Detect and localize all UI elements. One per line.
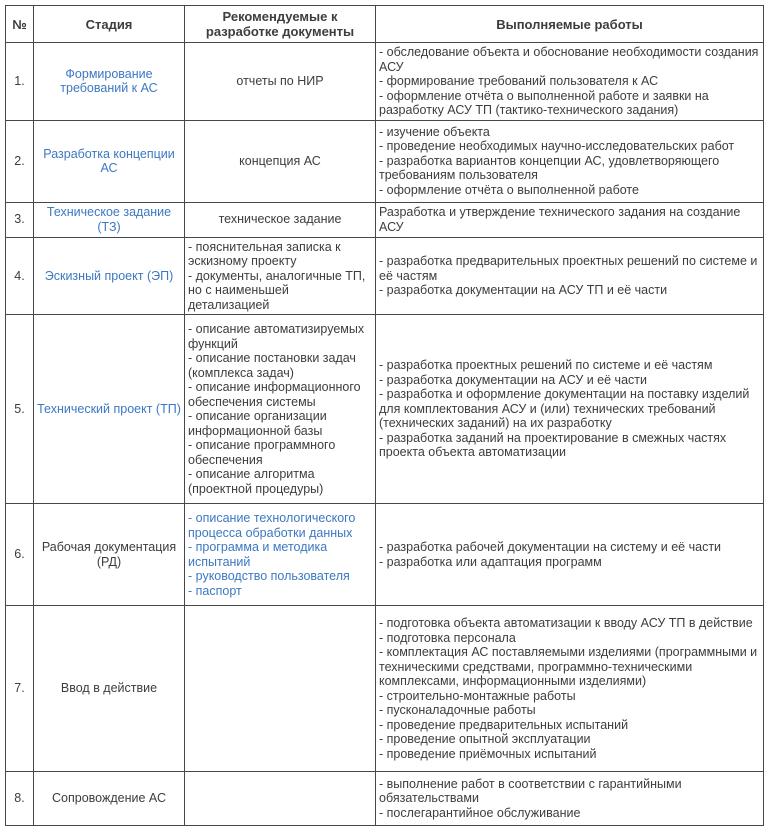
- work-item: - формирование требований пользователя к АС: [379, 74, 659, 88]
- doc-item: концепция АС: [239, 153, 321, 168]
- stage-link[interactable]: Технический проект (ТП): [34, 315, 185, 504]
- doc-item: - документы, аналогичные ТП, но с наименьшей детализацией: [188, 268, 366, 312]
- table-row: [6, 202, 764, 237]
- work-item: - проведение необходимых научно-исследовательских работ: [379, 139, 735, 154]
- table-row: [6, 504, 764, 606]
- doc-item: - описание организации информационной базы: [188, 409, 327, 438]
- work-item: - разработка предварительных проектных решений по системе и её частям: [379, 254, 758, 283]
- works-cell: [376, 606, 764, 772]
- table-row: [6, 606, 764, 772]
- row-number: 5.: [6, 315, 34, 504]
- stage-link[interactable]: Эскизный проект (ЭП): [34, 237, 185, 315]
- work-item: - разработка документации на АСУ и её части: [379, 372, 647, 387]
- work-item: - разработка и оформление документации на поставку изделий для комплектования АСУ и (или) технических требований (технических заданий) на их разработку: [379, 387, 750, 431]
- stages-table: [5, 5, 764, 826]
- work-item: - подготовка персонала: [379, 630, 516, 645]
- header-stage: Стадия: [34, 6, 185, 43]
- doc-item: техническое задание: [218, 212, 342, 227]
- header-works: Выполняемые работы: [376, 6, 764, 43]
- work-item: - разработка заданий на проектирование в смежных частях проекта объекта автоматизации: [379, 430, 727, 460]
- header-docs: Рекомендуемые к разработке документы: [185, 6, 376, 43]
- doc-item: - описание информационного обеспечения системы: [188, 380, 361, 409]
- doc-link[interactable]: - программа и методика испытаний: [188, 540, 328, 569]
- stage-label: Сопровождение АС: [34, 772, 185, 826]
- work-item: - разработка проектных решений по системе и её частям: [379, 358, 713, 373]
- table-header: [6, 6, 764, 43]
- works-cell: [376, 237, 764, 315]
- doc-item: отчеты по НИР: [236, 74, 324, 88]
- work-item: - проведение опытной эксплуатации: [379, 732, 591, 746]
- table-body: [6, 43, 764, 826]
- stage-link[interactable]: Техническое задание (ТЗ): [34, 202, 185, 237]
- works-cell: [376, 315, 764, 504]
- stage-label: Рабочая документация (РД): [34, 504, 185, 606]
- row-number: 7.: [6, 606, 34, 772]
- works-cell: [376, 43, 764, 121]
- doc-item: - описание алгоритма (проектной процедуры): [188, 467, 324, 496]
- doc-item: - описание автоматизируемых функций: [188, 322, 365, 351]
- work-item: - разработка документации на АСУ ТП и её части: [379, 283, 668, 297]
- docs-cell: [185, 504, 376, 606]
- works-cell: [376, 504, 764, 606]
- works-cell: [376, 120, 764, 202]
- work-item: - проведение предварительных испытаний: [379, 717, 629, 732]
- table-row: [6, 43, 764, 121]
- docs-cell: [185, 43, 376, 121]
- work-item: - оформление отчёта о выполненной работе и заявки на разработку АСУ ТП (тактико-технического задания): [379, 88, 709, 117]
- table-row: [6, 237, 764, 315]
- table-row: [6, 772, 764, 826]
- work-item: - послегарантийное обслуживание: [379, 805, 581, 820]
- doc-item: - описание постановки задач (комплекса задач): [188, 351, 356, 380]
- work-item: - оформление отчёта о выполненной работе: [379, 182, 639, 197]
- doc-link[interactable]: - паспорт: [188, 583, 242, 598]
- docs-cell: [185, 772, 376, 826]
- work-item: - разработка или адаптация программ: [379, 554, 602, 569]
- row-number: 8.: [6, 772, 34, 826]
- docs-cell: [185, 202, 376, 237]
- row-number: 2.: [6, 120, 34, 202]
- stage-link[interactable]: Разработка концепции АС: [34, 120, 185, 202]
- table-row: [6, 315, 764, 504]
- docs-cell: [185, 315, 376, 504]
- docs-cell: [185, 606, 376, 772]
- row-number: 4.: [6, 237, 34, 315]
- work-item: - пусконаладочные работы: [379, 703, 536, 717]
- work-item: - выполнение работ в соответствии с гарантийными обязательствами: [379, 776, 682, 806]
- works-cell: [376, 202, 764, 237]
- work-item: - проведение приёмочных испытаний: [379, 746, 597, 761]
- doc-link[interactable]: - описание технологического процесса обработки данных: [188, 511, 356, 540]
- row-number: 6.: [6, 504, 34, 606]
- doc-item: - описание программного обеспечения: [188, 438, 336, 467]
- work-item: - изучение объекта: [379, 124, 490, 139]
- work-item: - разработка вариантов концепции АС, удовлетворяющего требованиям пользователя: [379, 153, 720, 183]
- doc-item: - пояснительная записка к эскизному проекту: [188, 239, 341, 268]
- table-row: [6, 120, 764, 202]
- row-number: 3.: [6, 202, 34, 237]
- work-item: - подготовка объекта автоматизации к вводу АСУ ТП в действие: [379, 616, 753, 630]
- docs-cell: [185, 237, 376, 315]
- stage-label: Ввод в действие: [34, 606, 185, 772]
- work-item: - обследование объекта и обоснование необходимости создания АСУ: [379, 45, 759, 74]
- work-item: - комплектация АС поставляемыми изделиями (программными и техническими средствами, программно-техническими комплексами, информационными изделиями): [379, 645, 758, 688]
- header-row: [6, 6, 764, 43]
- row-number: 1.: [6, 43, 34, 121]
- work-item: - разработка рабочей документации на систему и её части: [379, 540, 722, 554]
- work-item: Разработка и утверждение технического задания на создание АСУ: [379, 205, 741, 234]
- header-num: №: [6, 6, 34, 43]
- stage-link[interactable]: Формирование требований к АС: [34, 43, 185, 121]
- works-cell: [376, 772, 764, 826]
- doc-link[interactable]: - руководство пользователя: [188, 569, 350, 583]
- work-item: - строительно-монтажные работы: [379, 688, 576, 703]
- docs-cell: [185, 120, 376, 202]
